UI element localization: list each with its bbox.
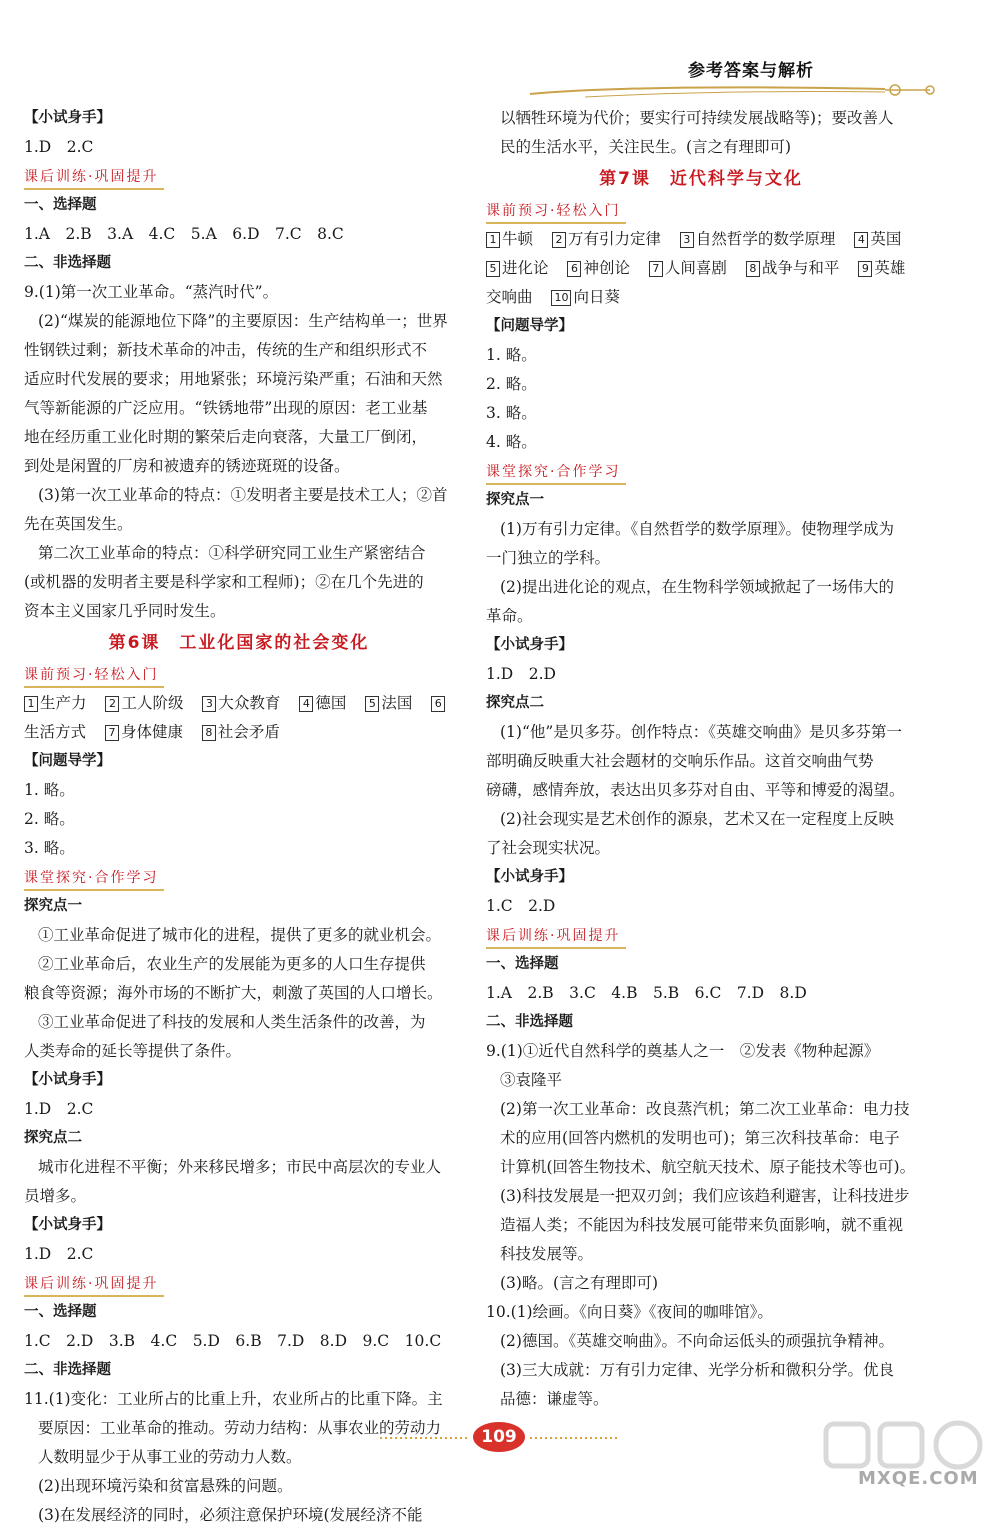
keyword: 人间喜剧 [664, 259, 727, 277]
answer-line: 要原因：工业革命的推动。劳动力结构：从事农业的劳动力 [38, 1419, 442, 1437]
number-box: 6 [431, 696, 445, 712]
answer-line: 2. 略。 [486, 375, 537, 393]
keyword: 德国 [315, 694, 347, 712]
number-box: 1 [486, 232, 500, 248]
answer-line: 磅礴，感情奔放，表达出贝多芬对自由、平等和博爱的渴望。 [486, 781, 905, 799]
section-label: 一、选择题 [486, 956, 559, 972]
answer-line: (1)“他”是贝多芬。创作特点：《英雄交响曲》是贝多芬第一 [500, 723, 903, 741]
answer-line: 9.(1)①近代自然科学的奠基人之一 ②发表《物种起源》 [486, 1042, 880, 1060]
answer-line: 1.D 2.C [24, 1245, 94, 1263]
answer-line: 了社会现实状况。 [486, 839, 611, 857]
answer-line: 科技发展等。 [500, 1245, 594, 1263]
answer-line: 10.(1)绘画。《向日葵》《夜间的咖啡馆》。 [486, 1303, 773, 1321]
section-banner: 课后训练·巩固提升 [486, 925, 626, 949]
section-label: 【小试身手】 [24, 1072, 111, 1088]
answer-line: (3)在发展经济的同时，必须注意保护环境(发展经济不能 [38, 1506, 423, 1524]
answer-line: 性钢铁过剩；新技术革命的冲击，传统的生产和组织形式不 [24, 341, 428, 359]
answer-line: (3)略。(言之有理即可) [500, 1274, 659, 1292]
answer-line: ③袁隆平 [500, 1071, 563, 1089]
keyword: 万有引力定律 [567, 230, 661, 248]
section-label: 【问题导学】 [24, 753, 111, 769]
number-box: 8 [746, 261, 760, 277]
keyword: 英雄 [874, 259, 906, 277]
answer-line: (2)社会现实是艺术创作的源泉，艺术又在一定程度上反映 [500, 810, 894, 828]
answer-line: 11.(1)变化：工业所占的比重上升，农业所占的比重下降。主 [24, 1390, 443, 1408]
answer-line: 1.D 2.D [486, 665, 556, 683]
number-box: 5 [486, 261, 500, 277]
keyword-row [24, 689, 454, 718]
number-box: 3 [680, 232, 694, 248]
lesson-title: 第7课 近代科学与文化 [599, 169, 803, 189]
number-box: 7 [649, 261, 663, 277]
keyword: 神创论 [583, 259, 630, 277]
header-decorative-rule [525, 80, 940, 102]
answer-line: 2. 略。 [24, 810, 75, 828]
answer-line: (2)出现环境污染和贫富悬殊的问题。 [38, 1477, 293, 1495]
answer-line: 1. 略。 [24, 781, 75, 799]
keyword: 法国 [381, 694, 413, 712]
section-label: 【问题导学】 [486, 318, 573, 334]
number-box: 4 [854, 232, 868, 248]
answer-line: ②工业革命后，农业生产的发展能为更多的人口生存提供 [38, 955, 426, 973]
answer-line: 4. 略。 [486, 433, 537, 451]
keyword: 工人阶级 [121, 694, 184, 712]
answer-line: 粮食等资源；海外市场的不断扩大，刺激了英国的人口增长。 [24, 984, 443, 1002]
answer-line: 一门独立的学科。 [486, 549, 611, 567]
number-box: 3 [202, 696, 216, 712]
watermark-text: MXQE.COM [858, 1468, 979, 1489]
keyword: 大众教育 [218, 694, 281, 712]
answer-line: 1.D 2.C [24, 138, 94, 156]
section-label: 一、选择题 [24, 1304, 97, 1320]
answer-line: 1.A 2.B 3.A 4.C 5.A 6.D 7.C 8.C [24, 225, 344, 243]
number-box: 4 [299, 696, 313, 712]
keyword-row [486, 283, 916, 312]
answer-line: 人类寿命的延长等提供了条件。 [24, 1042, 242, 1060]
answer-line: ③工业革命促进了科技的发展和人类生活条件的改善，为 [38, 1013, 426, 1031]
section-banner: 课后训练·巩固提升 [24, 166, 164, 190]
section-banner: 课前预习·轻松入门 [486, 200, 626, 224]
answer-line: 1.C 2.D 3.B 4.C 5.D 6.B 7.D 8.D 9.C 10.C [24, 1332, 442, 1350]
keyword: 英国 [870, 230, 902, 248]
answer-line: 革命。 [486, 607, 533, 625]
answer-line: 9.(1)第一次工业革命。“蒸汽时代”。 [24, 283, 279, 301]
answer-line: 资本主义国家几乎同时发生。 [24, 602, 226, 620]
keyword: 交响曲 [486, 288, 533, 306]
keyword: 自然哲学的数学原理 [695, 230, 836, 248]
section-label: 【小试身手】 [486, 869, 573, 885]
answer-line: ①工业革命促进了城市化的进程，提供了更多的就业机会。 [38, 926, 442, 944]
number-box: 5 [365, 696, 379, 712]
section-label: 探究点二 [486, 695, 544, 711]
number-box: 2 [552, 232, 566, 248]
answer-line: 1.A 2.B 3.C 4.B 5.B 6.C 7.D 8.D [486, 984, 807, 1002]
answer-line: (2)提出进化论的观点，在生物科学领域掀起了一场伟大的 [500, 578, 894, 596]
answer-line: 部明确反映重大社会题材的交响乐作品。这首交响曲气势 [486, 752, 874, 770]
section-label: 一、选择题 [24, 197, 97, 213]
keyword: 生产力 [40, 694, 87, 712]
left-column [24, 104, 454, 1530]
section-label: 探究点一 [24, 898, 82, 914]
section-label: 【小试身手】 [486, 637, 573, 653]
number-box: 8 [202, 725, 216, 741]
section-banner: 课堂探究·合作学习 [486, 461, 626, 485]
number-box: 10 [551, 290, 571, 306]
answer-line: 造福人类；不能因为科技发展可能带来负面影响，就不重视 [500, 1216, 904, 1234]
answer-line: 民的生活水平，关注民生。(言之有理即可) [500, 138, 792, 156]
page-number: 109 [481, 1427, 517, 1447]
answer-line: (3)科技发展是一把双刃剑；我们应该趋利避害，让科技进步 [500, 1187, 910, 1205]
keyword: 社会矛盾 [217, 723, 280, 741]
answer-line: (3)第一次工业革命的特点：①发明者主要是技术工人；②首 [38, 486, 448, 504]
answer-line: 1.D 2.C [24, 1100, 94, 1118]
answer-line: (2)第一次工业革命：改良蒸汽机；第二次工业革命：电力技 [500, 1100, 910, 1118]
answer-line: 以牺牲环境为代价；要实行可持续发展战略等)；要改善人 [500, 109, 894, 127]
section-label: 二、非选择题 [486, 1014, 573, 1030]
answer-line: 3. 略。 [24, 839, 75, 857]
section-banner: 课前预习·轻松入门 [24, 664, 164, 688]
answer-line: 先在英国发生。 [24, 515, 133, 533]
section-banner: 课后训练·巩固提升 [24, 1273, 164, 1297]
section-label: 【小试身手】 [24, 1217, 111, 1233]
answer-line: 城市化进程不平衡；外来移民增多；市民中高层次的专业人 [38, 1158, 442, 1176]
answer-line: 人数明显少于从事工业的劳动力人数。 [38, 1448, 302, 1466]
answer-line: 术的应用(回答内燃机的发明也可)；第三次科技革命：电子 [500, 1129, 900, 1147]
answer-line: 1. 略。 [486, 346, 537, 364]
answer-line: 到处是闲置的厂房和被遗弃的锈迹斑斑的设备。 [24, 457, 350, 475]
answer-line: (或机器的发明者主要是科学家和工程师)；②在几个先进的 [24, 573, 424, 591]
number-box: 9 [858, 261, 872, 277]
answer-line: 1.C 2.D [486, 897, 556, 915]
answer-line: (2)德国。《英雄交响曲》。不向命运低头的顽强抗争精神。 [500, 1332, 894, 1350]
keyword: 战争与和平 [761, 259, 840, 277]
number-box: 6 [567, 261, 581, 277]
section-label: 探究点一 [486, 492, 544, 508]
answer-line: 3. 略。 [486, 404, 537, 422]
right-column [486, 104, 916, 1414]
section-label: 二、非选择题 [24, 255, 111, 271]
answer-line: (1)万有引力定律。《自然哲学的数学原理》。使物理学成为 [500, 520, 894, 538]
section-banner: 课堂探究·合作学习 [24, 867, 164, 891]
lesson-title: 第6课 工业化国家的社会变化 [108, 633, 370, 653]
keyword-row [486, 254, 916, 283]
answer-line: 适应时代发展的要求；用地紧张；环境污染严重；石油和天然 [24, 370, 443, 388]
answer-line: 品德：谦虚等。 [500, 1390, 609, 1408]
answer-line: (3)三大成就：万有引力定律、光学分析和微积分学。优良 [500, 1361, 894, 1379]
keyword: 身体健康 [120, 723, 183, 741]
answer-line: 计算机(回答生物技术、航空航天技术、原子能技术等也可)。 [500, 1158, 916, 1176]
section-label: 探究点二 [24, 1130, 82, 1146]
number-box: 2 [105, 696, 119, 712]
answer-line: 第二次工业革命的特点：①科学研究同工业生产紧密结合 [38, 544, 426, 562]
answer-line: 员增多。 [24, 1187, 87, 1205]
answer-line: 气等新能源的广泛应用。“铁锈地带”出现的原因：老工业基 [24, 399, 428, 417]
keyword: 生活方式 [24, 723, 87, 741]
keyword-row [24, 718, 454, 747]
keyword-row [486, 225, 916, 254]
number-box: 7 [105, 725, 119, 741]
keyword: 进化论 [502, 259, 549, 277]
answer-line: (2)“煤炭的能源地位下降”的主要原因：生产结构单一；世界 [38, 312, 448, 330]
number-box: 1 [24, 696, 38, 712]
section-label: 二、非选择题 [24, 1362, 111, 1378]
keyword: 向日葵 [573, 288, 620, 306]
page-header-title: 参考答案与解析 [688, 61, 814, 81]
keyword: 牛顿 [502, 230, 534, 248]
answer-line: 地在经历重工业化时期的繁荣后走向衰落，大量工厂倒闭， [24, 428, 428, 446]
page-footer [380, 1420, 620, 1456]
section-label: 【小试身手】 [24, 110, 111, 126]
